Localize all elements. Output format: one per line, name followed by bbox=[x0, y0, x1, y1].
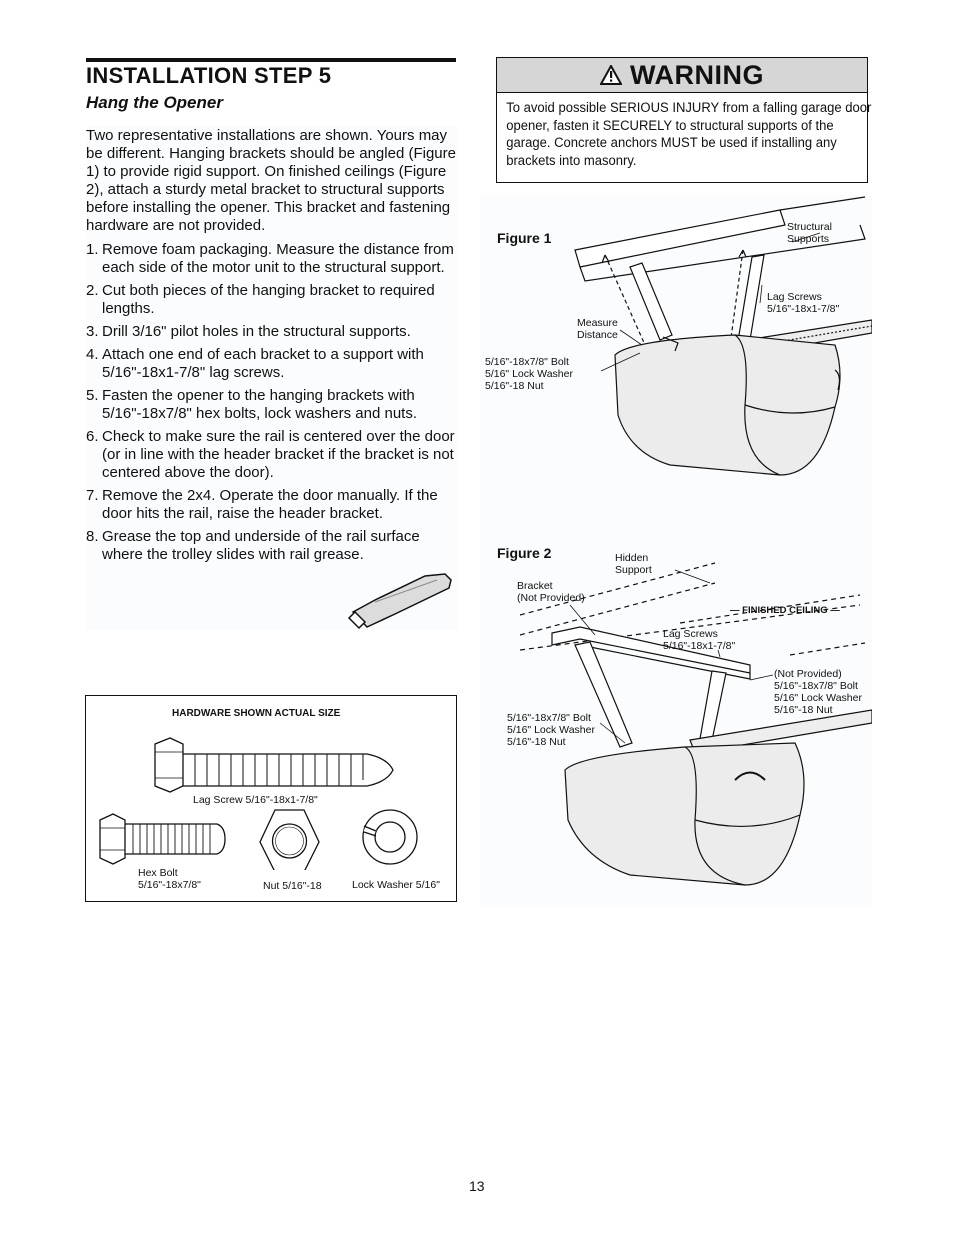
step-number: 2. bbox=[86, 282, 99, 299]
lock-washer-label: Lock Washer 5/16" bbox=[352, 879, 440, 891]
step-item bbox=[86, 387, 458, 423]
fig1-lag-screws: Lag Screws 5/16"-18x1-7/8" bbox=[767, 291, 840, 315]
title-rule bbox=[86, 58, 456, 62]
lag-screw-label: Lag Screw 5/16"-18x1-7/8" bbox=[193, 794, 318, 806]
step-number: 8. bbox=[86, 528, 99, 545]
hex-bolt-label: Hex Bolt 5/16"-18x7/8" bbox=[138, 867, 201, 891]
steps-list bbox=[86, 241, 458, 564]
step-text: Grease the top and underside of the rail surface where the trolley slides with rail grease. bbox=[102, 528, 420, 563]
lag-screw-drawing bbox=[155, 738, 393, 792]
hex-bolt-drawing bbox=[100, 814, 225, 864]
step-text: Remove the 2x4. Operate the door manually. If the door hits the rail, raise the header bracket. bbox=[102, 487, 438, 522]
fig2-not-provided-set: (Not Provided) 5/16"-18x7/8" Bolt 5/16" Lock Washer 5/16"-18 Nut bbox=[774, 668, 862, 716]
fig2-bolt-set: 5/16"-18x7/8" Bolt 5/16" Lock Washer 5/16"-18 Nut bbox=[507, 712, 595, 748]
step-text: Cut both pieces of the hanging bracket to required lengths. bbox=[102, 282, 435, 317]
step-item bbox=[86, 241, 458, 277]
fig2-hidden-support: Hidden Support bbox=[615, 552, 652, 576]
instructions-panel bbox=[86, 126, 458, 630]
fig1-measure-distance: Measure Distance bbox=[577, 317, 618, 341]
figure-2-label: Figure 2 bbox=[497, 545, 552, 561]
warning-header bbox=[497, 58, 867, 93]
step-item bbox=[86, 282, 458, 318]
fig2-finished-ceiling: — FINISHED CEILING — bbox=[730, 605, 840, 616]
step-text: Check to make sure the rail is centered over the door (or in line with the header bracket if the bracket is not centered above the door). bbox=[102, 428, 455, 481]
fig1-bolt-set: 5/16"-18x7/8" Bolt 5/16" Lock Washer 5/16"-18 Nut bbox=[485, 356, 573, 392]
fig1-structural-supports: Structural Supports bbox=[787, 221, 832, 245]
warning-box bbox=[496, 57, 872, 183]
step-item bbox=[86, 528, 458, 564]
step-number: 1. bbox=[86, 241, 99, 258]
step-item bbox=[86, 323, 458, 341]
step-item bbox=[86, 428, 458, 482]
step-text: Remove foam packaging. Measure the distance from each side of the motor unit to the structural support. bbox=[102, 241, 454, 276]
step-number: 3. bbox=[86, 323, 99, 340]
nut-label: Nut 5/16"-18 bbox=[263, 880, 322, 892]
warning-title: WARNING bbox=[630, 59, 764, 90]
step-number: 5. bbox=[86, 387, 99, 404]
grease-tube-icon bbox=[345, 572, 457, 632]
step-item bbox=[86, 487, 458, 523]
step-number: 7. bbox=[86, 487, 99, 504]
page-number: 13 bbox=[469, 1178, 485, 1194]
fig2-bracket: Bracket (Not Provided) bbox=[517, 580, 585, 604]
warning-icon bbox=[600, 65, 622, 85]
step-number: 4. bbox=[86, 346, 99, 363]
step-subtitle: Hang the Opener bbox=[86, 93, 223, 112]
step-text: Attach one end of each bracket to a support with 5/16"-18x1-7/8" lag screws. bbox=[102, 346, 424, 381]
nut-drawing bbox=[260, 810, 319, 870]
step-title: INSTALLATION STEP 5 bbox=[86, 63, 332, 88]
step-item bbox=[86, 346, 458, 382]
fig2-lag-screws: Lag Screws 5/16"-18x1-7/8" bbox=[663, 628, 736, 652]
step-number: 6. bbox=[86, 428, 99, 445]
step-text: Fasten the opener to the hanging brackets with 5/16"-18x7/8" hex bolts, lock washers and nuts. bbox=[102, 387, 417, 422]
lock-washer-drawing bbox=[363, 810, 417, 864]
intro-paragraph: Two representative installations are shown. Yours may be different. Hanging brackets should be angled (Figure 1) to provide rigid support. On finished ceilings (Figure 2), attach a sturdy metal bracket to structural supports before installing the opener. This bracket and fastening hardware are not provided. bbox=[86, 127, 456, 234]
warning-text: To avoid possible SERIOUS INJURY from a falling garage door opener, fasten it SECURELY to structural supports of the garage. Concrete anchors MUST be used if installing any brackets into masonry. bbox=[506, 100, 872, 169]
hardware-title: HARDWARE SHOWN ACTUAL SIZE bbox=[172, 708, 341, 719]
step-text: Drill 3/16" pilot holes in the structural supports. bbox=[102, 323, 411, 340]
figure-1-label: Figure 1 bbox=[497, 230, 552, 246]
